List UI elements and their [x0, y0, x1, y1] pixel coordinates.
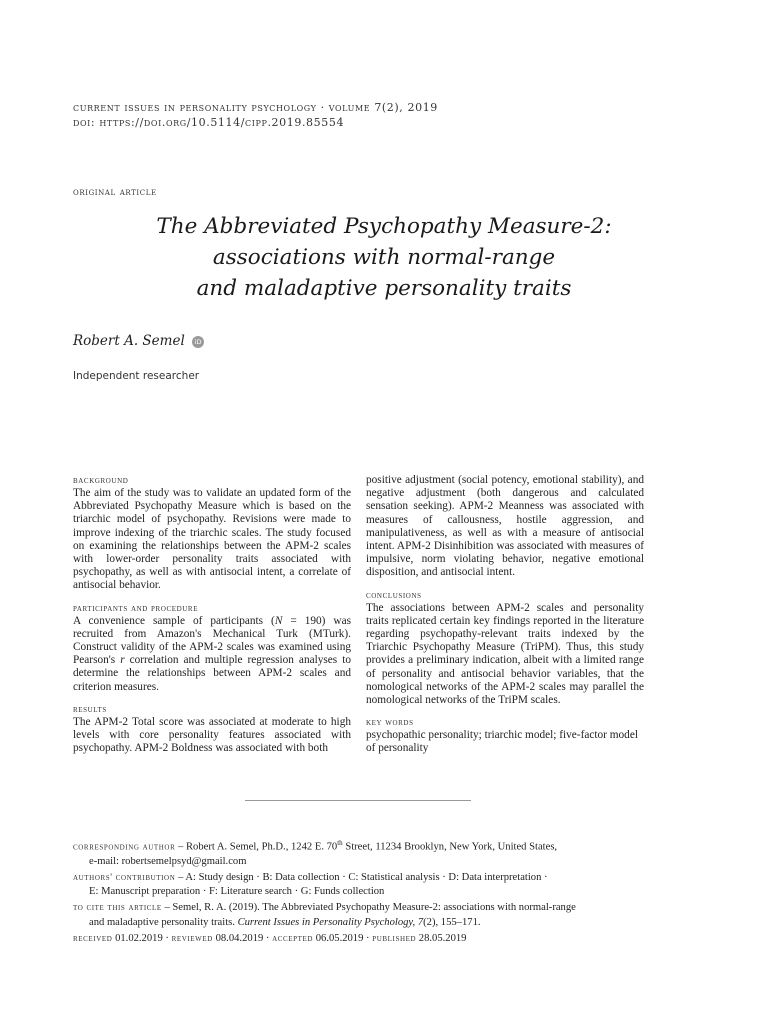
- cite-line-2a: and maladaptive personality traits.: [89, 916, 238, 928]
- corresponding-email[interactable]: e-mail: robertsemelpsyd@gmail.com: [89, 855, 247, 867]
- reviewed-label: reviewed: [171, 932, 213, 944]
- title-line-3: and maladaptive personality traits: [196, 276, 572, 301]
- corresponding-sup: th: [337, 839, 343, 847]
- conclusions-text: The associations between APM-2 scales and personality traits replicated certain key findings reported in the literature regarding psychopathy-relevant traits indexed by the Triarchic Psychopathy Measure (TriPM). Thus, this study provides a preliminary indication, albeit with a limited range of personality and antisocial behavior variables, that the nomological networks of the APM-2 scales may parallel the nomological networks of the TriPM scales.: [366, 601, 644, 707]
- received-date: 01.02.2019 ·: [112, 932, 172, 944]
- article-footer: [73, 836, 673, 948]
- background-text: The aim of the study was to validate an updated form of the Abbreviated Psychopathy Measure which is based on the triarchic model of psychopathy. Revisions were made to improve indexing of the triarchic scales. The study focused on examining the relationships between the APM-2 scales with lower-order personality traits associated with psychopathy, as well as with antisocial intent, a correlate of antisocial behavior.: [73, 487, 351, 592]
- article-type: original article: [73, 186, 157, 198]
- journal-header: [73, 100, 693, 130]
- conclusions-heading: conclusions: [366, 589, 422, 601]
- reviewed-date: 08.04.2019 ·: [212, 932, 273, 944]
- results-heading: results: [73, 703, 107, 715]
- author-name: Robert A. Semel: [73, 333, 185, 349]
- results-text-right: positive adjustment (social potency, emotional stability), and negative adjustment (both dangerous and calculated sensation seeking). APM-2 Meanness was associated with measures of callousness, hostile aggression, and manipulativeness, as well as with a measure of antisocial intent. APM-2 Disinhibition was associated with measures of impulsive, norm violating behavior, negative emotional disposition, and antisocial intent.: [366, 474, 644, 579]
- participants-heading: participants and procedure: [73, 602, 199, 614]
- journal-doi-line[interactable]: doi: https://doi.org/10.5114/cipp.2019.85554: [73, 116, 345, 129]
- keywords-text: psychopathic personality; triarchic model; five-factor model of personality: [366, 729, 638, 755]
- citation: [73, 901, 673, 929]
- cite-text: – Semel, R. A. (2019). The Abbreviated Psychopathy Measure-2: associations with normal-range: [161, 902, 576, 914]
- received-label: received: [73, 932, 113, 944]
- accepted-date: 06.05.2019 ·: [313, 932, 373, 944]
- journal-volume-line: current issues in personality psychology · volume 7(2), 2019: [73, 101, 438, 114]
- authors-contribution: [73, 871, 673, 899]
- author-line: [73, 333, 204, 349]
- contribution-text: – A: Study design · B: Data collection · C: Statistical analysis · D: Data interpretation ·: [175, 871, 548, 883]
- contribution-line-2: E: Manuscript preparation · F: Literature search · G: Funds collection: [89, 886, 385, 898]
- affiliation: Independent researcher: [73, 370, 200, 382]
- cite-label: to cite this article: [73, 902, 162, 914]
- cite-line-2: [73, 916, 673, 930]
- title-line-1: The Abbreviated Psychopathy Measure-2:: [156, 214, 612, 239]
- corresponding-text-b: Street, 11234 Brooklyn, New York, United States,: [342, 841, 558, 853]
- orcid-icon[interactable]: iD: [192, 336, 204, 348]
- corresponding-text-a: – Robert A. Semel, Ph.D., 1242 E. 70: [175, 841, 338, 853]
- abstract-left-column: [73, 474, 351, 755]
- r-symbol: r: [120, 654, 125, 667]
- cite-journal: Current Issues in Personality Psychology, 7: [237, 916, 424, 928]
- participants-text-b: = 190) was recruited from Amazon's Mechanical Turk (MTurk). Construct validity of the APM-2 scales was examined using Pearson's: [73, 614, 351, 667]
- abstract-right-column: [366, 474, 644, 756]
- accepted-label: accepted: [272, 932, 314, 944]
- cite-line-2b: (2), 155–171.: [423, 916, 481, 928]
- article-dates: [73, 932, 673, 946]
- contribution-label: authors' contribution: [73, 871, 176, 883]
- title-line-2: associations with normal-range: [212, 245, 556, 270]
- keywords-heading: key words: [366, 717, 414, 729]
- corresponding-label: corresponding author: [73, 841, 176, 853]
- participants-text-a: A convenience sample of participants (: [73, 614, 275, 627]
- footer-divider: [245, 800, 471, 801]
- published-date: 28.05.2019: [416, 932, 467, 944]
- participants-text-c: correlation and multiple regression analyses to determine the relationships between APM-2 scales and criterion measures.: [73, 654, 351, 693]
- background-heading: background: [73, 475, 129, 486]
- n-symbol: N: [274, 614, 283, 627]
- participants-text: [73, 615, 351, 694]
- article-title: [73, 211, 695, 304]
- published-label: published: [372, 932, 417, 944]
- corresponding-author: [73, 836, 673, 869]
- results-text-left: The APM-2 Total score was associated at moderate to high levels with core personality features associated with psychopathy. APM-2 Boldness was associated with both: [73, 715, 351, 755]
